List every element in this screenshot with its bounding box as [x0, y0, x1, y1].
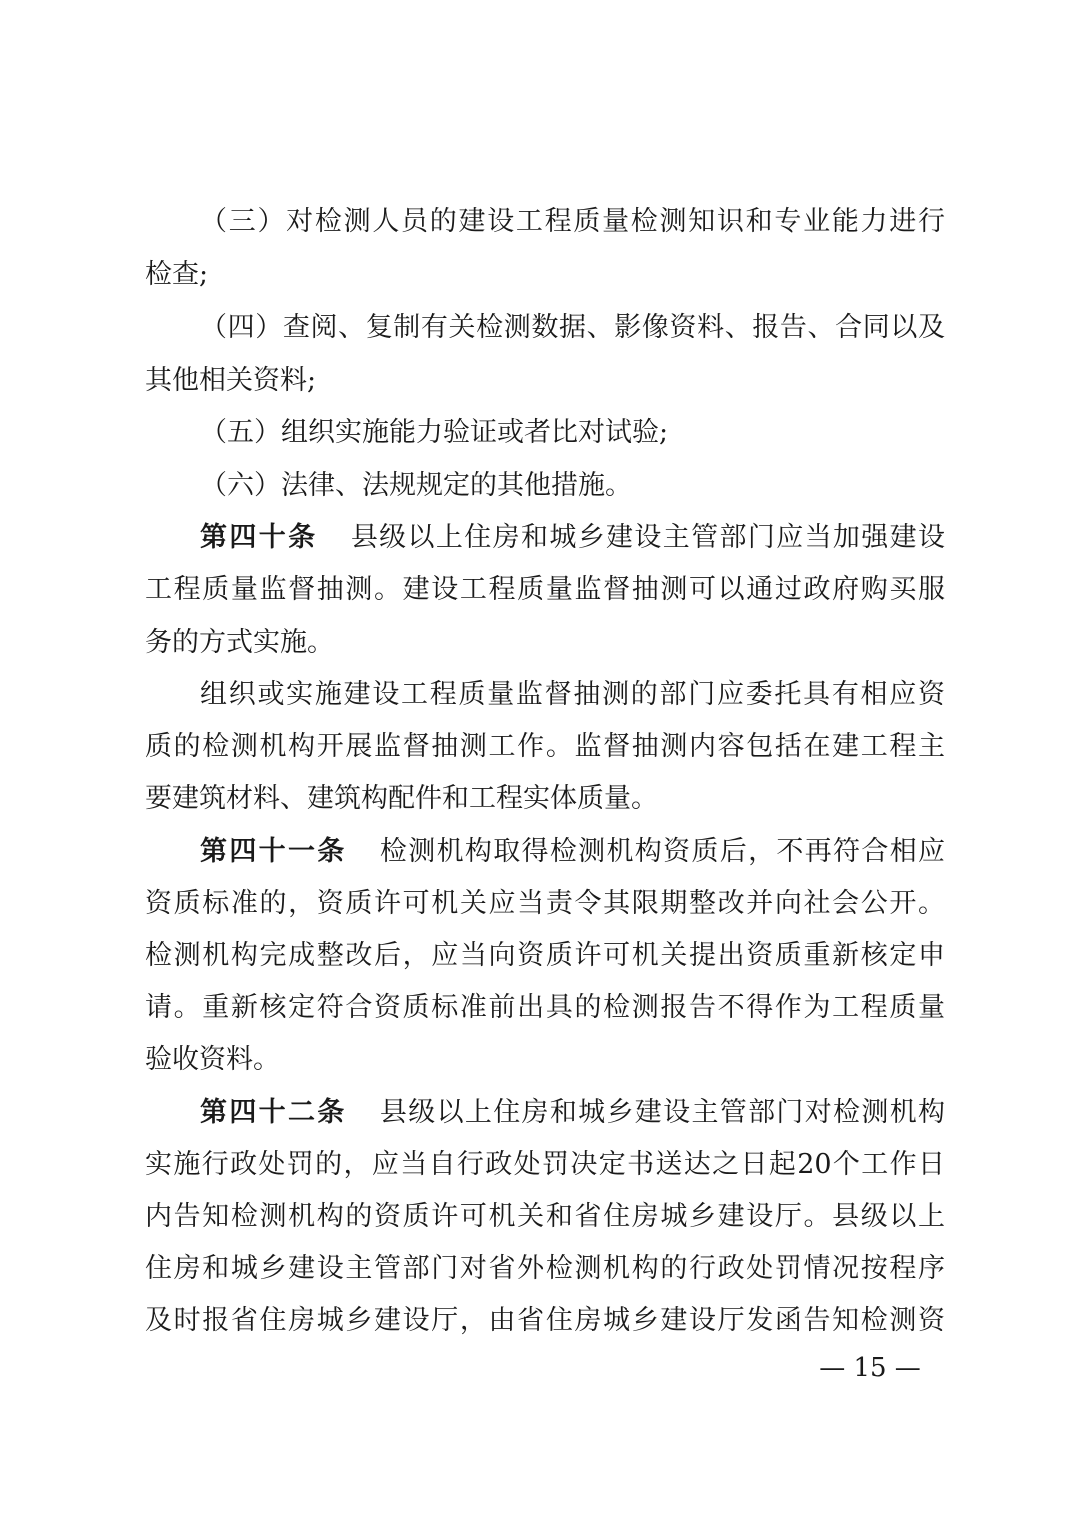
article-41-heading: 第四十一条	[200, 836, 347, 867]
text-line: 县级以上住房和城乡建设主管部门应当加强建设	[349, 522, 945, 553]
text-line: 请。重新核定符合资质标准前出具的检测报告不得作为工程质量	[145, 992, 945, 1023]
text-line: 工程质量监督抽测。建设工程质量监督抽测可以通过政府购买服	[145, 574, 945, 605]
text-line: 检测机构完成整改后，应当向资质许可机关提出资质重新核定申	[145, 940, 945, 971]
text-line: 内告知检测机构的资质许可机关和省住房城乡建设厅。县级以上	[145, 1201, 945, 1232]
text-line: （五）组织实施能力验证或者比对试验;	[200, 417, 669, 448]
text-line: 及时报省住房城乡建设厅，由省住房城乡建设厅发函告知检测资	[145, 1305, 945, 1336]
text-line: （三）对检测人员的建设工程质量检测知识和专业能力进行	[200, 206, 945, 237]
text-line: 组织或实施建设工程质量监督抽测的部门应委托具有相应资	[200, 679, 945, 710]
article-40-heading: 第四十条	[200, 522, 318, 553]
text-line: 验收资料。	[145, 1044, 280, 1075]
text-line: 检测机构取得检测机构资质后，不再符合相应	[378, 836, 945, 867]
article-42-heading: 第四十二条	[200, 1097, 347, 1128]
text-line: （四）查阅、复制有关检测数据、影像资料、报告、合同以及	[200, 312, 945, 343]
text-line: 要建筑材料、建筑构配件和工程实体质量。	[145, 783, 658, 814]
article-41-first-line	[200, 832, 945, 872]
page-number: — 15 —	[819, 1353, 921, 1383]
text-line: 资质标准的，资质许可机关应当责令其限期整改并向社会公开。	[145, 888, 945, 919]
text-line: 其他相关资料;	[145, 365, 317, 396]
article-42-first-line	[200, 1093, 945, 1133]
text-line: 住房和城乡建设主管部门对省外检测机构的行政处罚情况按程序	[145, 1253, 945, 1284]
text-line: 县级以上住房和城乡建设主管部门对检测机构	[378, 1097, 945, 1128]
article-40-first-line	[200, 518, 945, 558]
text-line: （六）法律、法规规定的其他措施。	[200, 470, 632, 501]
text-line: 务的方式实施。	[145, 627, 334, 658]
text-line: 质的检测机构开展监督抽测工作。监督抽测内容包括在建工程主	[145, 731, 945, 762]
text-line: 检查;	[145, 259, 209, 290]
text-line: 实施行政处罚的，应当自行政处罚决定书送达之日起20个工作日	[145, 1149, 945, 1180]
